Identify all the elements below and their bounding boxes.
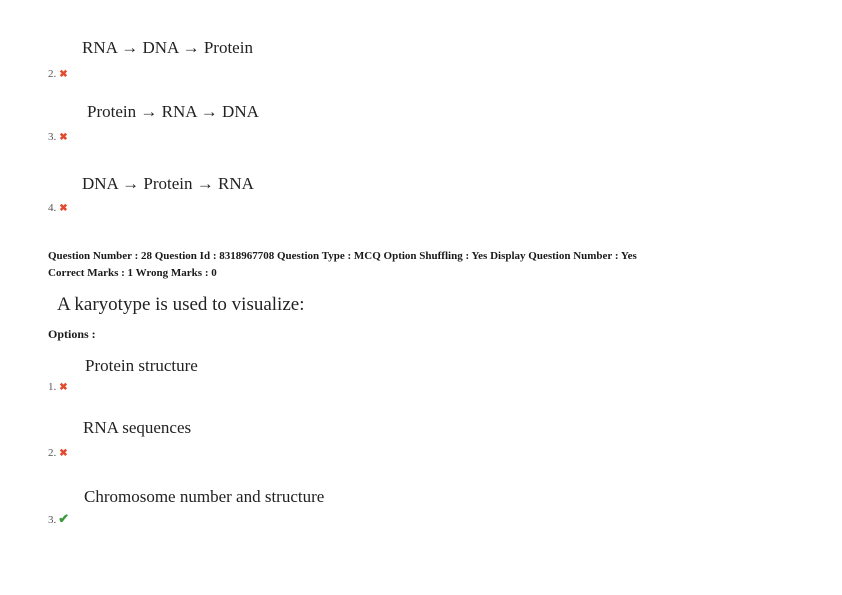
prev-option-2-text: Protein → RNA → DNA	[87, 102, 259, 121]
question-text: A karyotype is used to visualize:	[57, 294, 305, 315]
option-3-label	[48, 510, 69, 528]
prev-option-3-label	[48, 127, 68, 145]
option-number: 2.	[48, 68, 57, 80]
prev-option-4-label	[48, 198, 68, 216]
question-meta: Question Number : 28 Question Id : 8318967708 Question Type : MCQ Option Shuffling : Yes Display Question Number : Yes	[48, 250, 637, 262]
option-number: 3.	[48, 514, 57, 526]
option-3-text: Chromosome number and structure	[84, 487, 325, 506]
option-number: 1.	[48, 381, 57, 393]
cross-icon: ✖	[59, 69, 68, 80]
cross-icon: ✖	[59, 132, 68, 143]
option-2-text: RNA sequences	[83, 418, 192, 437]
option-1-label	[48, 377, 68, 395]
checkmark-icon: ✔	[58, 511, 70, 526]
option-number: 2.	[48, 447, 57, 459]
cross-icon: ✖	[59, 448, 68, 459]
prev-option-1-text: RNA → DNA → Protein	[82, 38, 253, 57]
prev-option-2-label	[48, 64, 68, 82]
option-number: 3.	[48, 131, 57, 143]
option-2-label	[48, 443, 68, 461]
prev-option-3-text: DNA → Protein → RNA	[82, 174, 254, 193]
option-1-text: Protein structure	[85, 356, 198, 375]
option-number: 4.	[48, 202, 57, 214]
question-marks: Correct Marks : 1 Wrong Marks : 0	[48, 267, 217, 279]
options-label: Options :	[48, 327, 96, 341]
cross-icon: ✖	[59, 382, 68, 393]
cross-icon: ✖	[59, 203, 68, 214]
